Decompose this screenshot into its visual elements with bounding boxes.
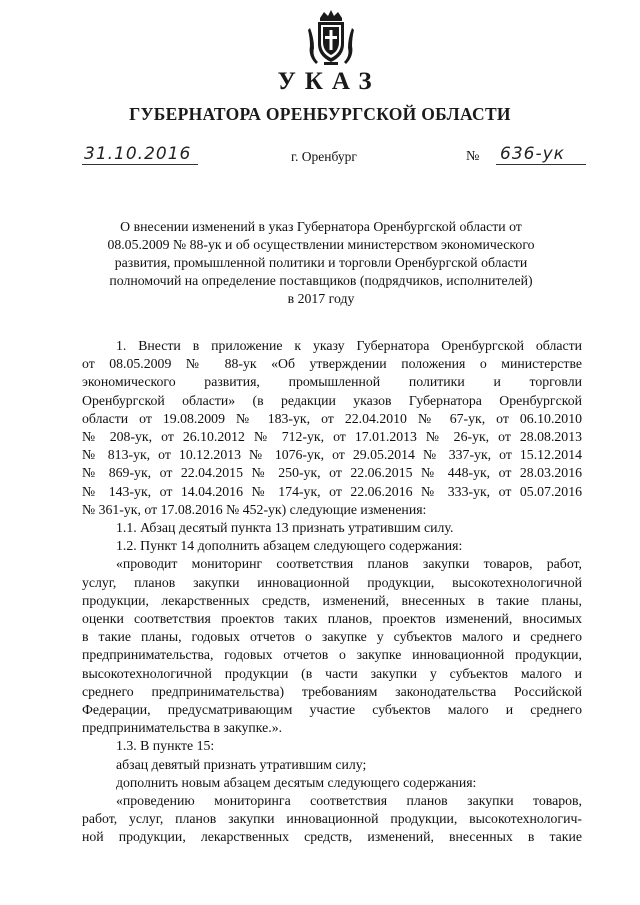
body-line: № 361-ук, от 17.08.2016 № 452-ук) следующие изменения: [82,501,427,517]
body-line: среднего предпринимательства) требованиям законодательства Российской [82,683,582,699]
body-line: «проведению мониторинга соответствия планов закупки товаров, [116,793,582,809]
body-line: от 08.05.2009 № 88-ук «Об утверждении положения о министерстве [82,356,582,372]
decree-subtitle: ГУБЕРНАТОРА ОРЕНБУРГСКОЙ ОБЛАСТИ [129,104,511,124]
body-line: экономического развития, промышленной политики и торговли [82,374,582,390]
body-line: абзац девятый признать утратившим силу; [116,756,367,772]
body-line: 1.3. В пункте 15: [116,738,215,754]
decree-number-underline [496,144,586,165]
body-line: «проводит мониторинг соответствия планов закупки товаров, работ, [116,556,582,572]
decree-number-field [466,144,586,164]
number-sign: № [466,149,480,164]
body-line: области от 19.08.2009 № 183-ук, от 22.04.2010 № 67-ук, от 06.10.2010 [82,410,582,426]
body-line: ной продукции, лекарственных средств, изменений, внесенных в такие [82,829,582,845]
document-title-line: 08.05.2009 № 88-ук и об осуществлении министерством экономического [107,237,535,252]
body-line: услуг, планов закупки инновационной продукции, высокотехнологичной [82,574,582,590]
decree-title: УКАЗ [277,68,381,95]
document-body [82,337,582,847]
body-line: Федерации, предусматривающим участие субъектов малого и среднего [82,702,582,718]
document-title-line: развития, промышленной политики и торговли Оренбургской области [114,255,528,270]
body-line: продукции, лекарственных средств, изменений, внесенных в такие планы, [82,592,582,608]
document-title-line: полномочий на определение поставщиков (подрядчиков, исполнителей) [109,273,533,288]
decree-date-field [82,144,198,165]
body-line: высокотехнологичной продукции (в части закупки у субъектов малого и [82,665,582,681]
body-line: Оренбургской области» (в редакции указов Губернатора Оренбургской [82,392,582,408]
body-line: № 143-ук, от 14.04.2016 № 174-ук, от 22.06.2016 № 333-ук, от 05.07.2016 [82,483,582,499]
body-line: дополнить новым абзацем десятым следующего содержания: [116,774,477,790]
orenburg-coat-of-arms-icon [306,8,356,66]
body-line: предпринимательства, годовых отчетов о закупке инновационной продукции, [82,647,582,663]
body-line: работ, услуг, планов закупки инновационной продукции, высокотехнологич- [82,811,582,827]
body-line: 1.1. Абзац десятый пункта 13 признать утратившим силу. [116,520,454,536]
document-title [100,218,542,308]
body-line: оценки соответствия проектов таких планов, проектов изменений, вносимых [82,611,582,627]
body-line: № 869-ук, от 22.04.2015 № 250-ук, от 22.06.2015 № 448-ук, от 28.03.2016 [82,465,582,481]
document-title-line: О внесении изменений в указ Губернатора Оренбургской области от [120,219,522,234]
body-line: № 813-ук, от 10.12.2013 № 1076-ук, от 29.05.2014 № 337-ук, от 15.12.2014 [82,447,582,463]
decree-date: 31.10.2016 [84,144,192,164]
body-line: предпринимательства в закупке.». [82,720,283,736]
body-line: № 208-ук, от 26.10.2012 № 712-ук, от 17.01.2013 № 26-ук, от 28.08.2013 [82,429,582,445]
body-line: 1.2. Пункт 14 дополнить абзацем следующего содержания: [116,538,463,554]
body-line: 1. Внести в приложение к указу Губернатора Оренбургской области [116,338,582,353]
document-title-line: в 2017 году [287,291,355,306]
body-line: в такие планы, годовых отчетов о закупке у субъектов малого и среднего [82,629,582,645]
decree-city: г. Оренбург [291,149,357,164]
decree-number: 636-ук [500,144,565,164]
